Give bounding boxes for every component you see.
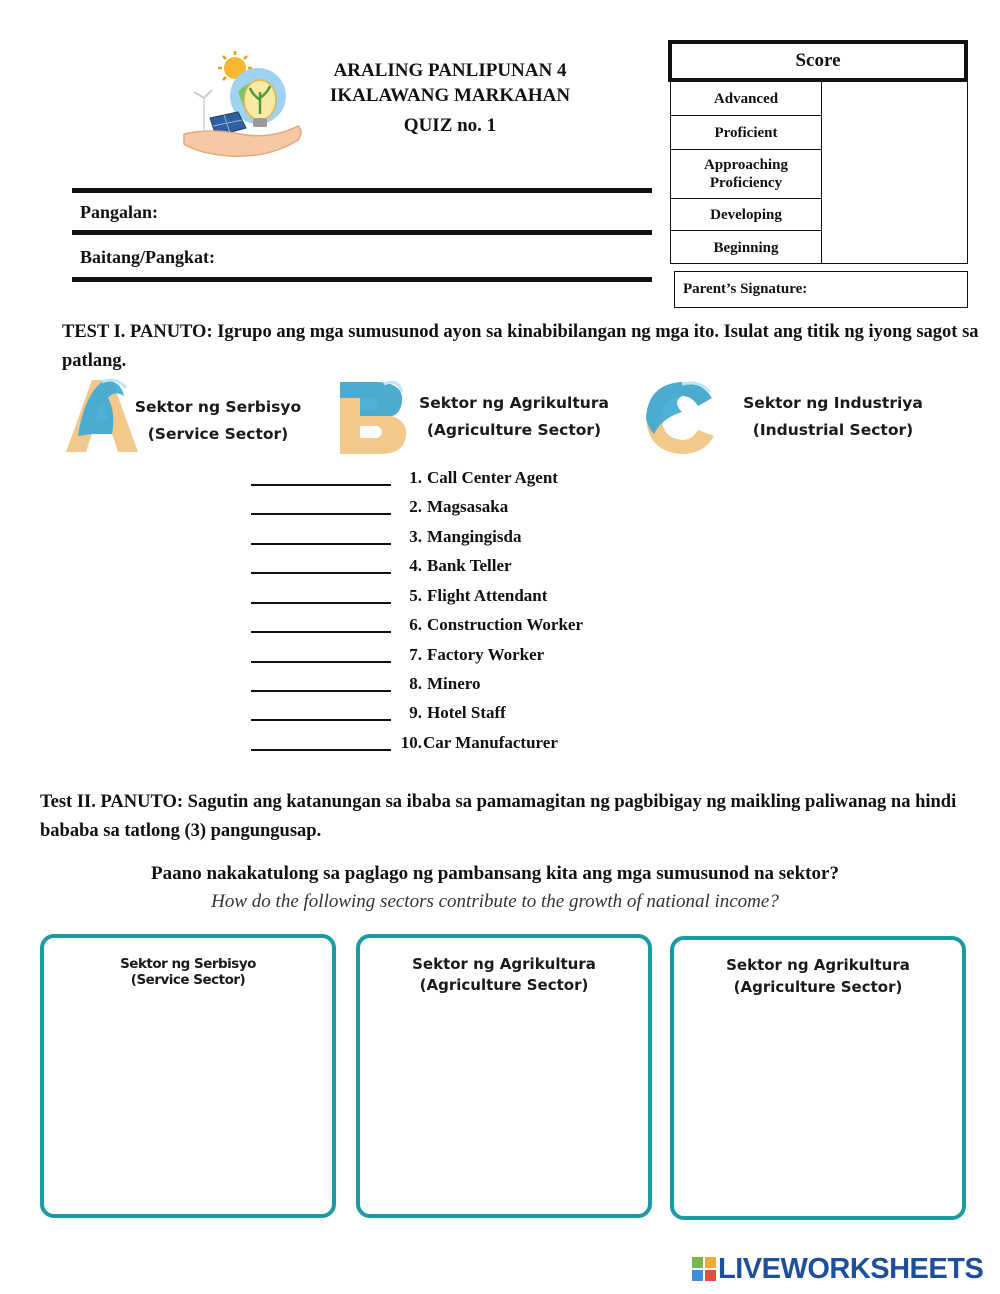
quiz-title: QUIZ no. 1 bbox=[403, 115, 497, 136]
item-number: 2. bbox=[409, 497, 422, 516]
item-number: 1. bbox=[409, 468, 422, 487]
item-text: Magsasaka bbox=[427, 497, 509, 516]
answer-box-title bbox=[44, 956, 332, 988]
answer-blank-1[interactable] bbox=[251, 484, 391, 486]
test2-question-english: How do the following sectors contribute to the growth of national income? bbox=[211, 891, 779, 912]
answer-blank-6[interactable] bbox=[251, 631, 391, 633]
item-text: Minero bbox=[427, 674, 481, 693]
score-level-approaching: Approaching Proficiency bbox=[671, 150, 822, 199]
quarter-title: IKALAWANG MARKAHAN bbox=[329, 85, 571, 106]
box-title-filipino: Sektor ng Agrikultura bbox=[726, 956, 910, 974]
score-level-beginning: Beginning bbox=[671, 231, 822, 264]
answer-blank-10[interactable] bbox=[251, 749, 391, 751]
name-answer-line[interactable] bbox=[72, 230, 652, 235]
test1-instructions: TEST I. PANUTO: Igrupo ang mga sumusunod ayon sa kinabibilangan ng mga ito. Isulat ang titik ng iyong sagot sa patlang. bbox=[62, 322, 979, 371]
score-header: Score bbox=[668, 40, 968, 82]
answer-box-title bbox=[674, 954, 962, 998]
answer-blank-4[interactable] bbox=[251, 572, 391, 574]
sector-b-label bbox=[408, 390, 620, 444]
brand-name: LIVEWORKSHEETS bbox=[718, 1252, 984, 1285]
hand-icon bbox=[184, 126, 301, 156]
liveworksheets-logo bbox=[692, 1252, 983, 1286]
divider-line bbox=[72, 188, 652, 193]
answer-blank-8[interactable] bbox=[251, 690, 391, 692]
item-text: Flight Attendant bbox=[427, 586, 548, 605]
grade-section-answer-line[interactable] bbox=[72, 277, 652, 282]
score-level-advanced: Advanced bbox=[671, 82, 822, 116]
item-text: Mangingisda bbox=[427, 527, 522, 546]
item-number: 4. bbox=[409, 556, 422, 575]
item-number: 10. bbox=[400, 733, 422, 752]
test2-question: Paano nakakatulong sa paglago ng pambansang kita ang mga sumusunod na sektor? bbox=[151, 863, 839, 884]
answer-blank-3[interactable] bbox=[251, 543, 391, 545]
answer-box-title bbox=[360, 954, 648, 996]
item-number: 9. bbox=[409, 703, 422, 722]
subject-title: ARALING PANLIPUNAN 4 bbox=[333, 60, 567, 81]
item-text: Call Center Agent bbox=[427, 468, 558, 487]
sector-b-letter-icon bbox=[336, 378, 416, 456]
sector-b-english: (Agriculture Sector) bbox=[426, 421, 602, 439]
sector-b-name: Sektor ng Agrikultura bbox=[419, 394, 609, 412]
item-text: Factory Worker bbox=[427, 645, 545, 664]
item-number: 8. bbox=[409, 674, 422, 693]
item-text: Hotel Staff bbox=[427, 703, 506, 722]
score-table bbox=[668, 40, 968, 264]
answer-box-agriculture-2[interactable] bbox=[670, 936, 966, 1220]
sector-c-english: (Industrial Sector) bbox=[752, 421, 914, 439]
answer-blank-2[interactable] bbox=[251, 513, 391, 515]
sector-c-name: Sektor ng Industriya bbox=[743, 394, 923, 412]
sector-a-label bbox=[128, 394, 308, 448]
answer-blank-5[interactable] bbox=[251, 602, 391, 604]
name-label: Pangalan: bbox=[80, 202, 159, 222]
box-title-english: (Agriculture Sector) bbox=[733, 978, 903, 996]
test2-instructions: Test II. PANUTO: Sagutin ang katanungan sa ibaba sa pamamagitan ng pagbibigay ng maikling paliwanag na hindi bababa sa tatlong (3) pangungusap. bbox=[40, 792, 957, 841]
sector-c-label bbox=[730, 390, 936, 444]
item-number: 5. bbox=[409, 586, 422, 605]
answer-blank-9[interactable] bbox=[251, 719, 391, 721]
item-text: Bank Teller bbox=[427, 556, 512, 575]
answer-blank-7[interactable] bbox=[251, 661, 391, 663]
box-title-english: (Agriculture Sector) bbox=[419, 976, 589, 994]
box-title-filipino: Sektor ng Agrikultura bbox=[412, 955, 596, 973]
sector-a-english: (Service Sector) bbox=[147, 425, 289, 443]
item-number: 6. bbox=[409, 615, 422, 634]
parent-signature-field[interactable]: Parent’s Signature: bbox=[674, 271, 968, 308]
item-number: 7. bbox=[409, 645, 422, 664]
sector-c-letter-icon bbox=[642, 378, 722, 456]
box-title-english: (Service Sector) bbox=[130, 972, 246, 988]
grade-section-label: Baitang/Pangkat: bbox=[80, 247, 216, 267]
box-title-filipino: Sektor ng Serbisyo bbox=[120, 956, 256, 972]
item-text: Car Manufacturer bbox=[423, 733, 558, 752]
answer-box-agriculture[interactable] bbox=[356, 934, 652, 1218]
item-number: 3. bbox=[409, 527, 422, 546]
score-level-developing: Developing bbox=[671, 199, 822, 231]
wind-turbine-icon bbox=[194, 90, 212, 130]
item-text: Construction Worker bbox=[427, 615, 583, 634]
answer-box-service[interactable] bbox=[40, 934, 336, 1218]
score-level-proficient: Proficient bbox=[671, 116, 822, 150]
liveworksheets-grid-icon bbox=[692, 1257, 716, 1281]
sector-a-name: Sektor ng Serbisyo bbox=[134, 398, 302, 416]
subject-logo-image bbox=[180, 48, 310, 160]
